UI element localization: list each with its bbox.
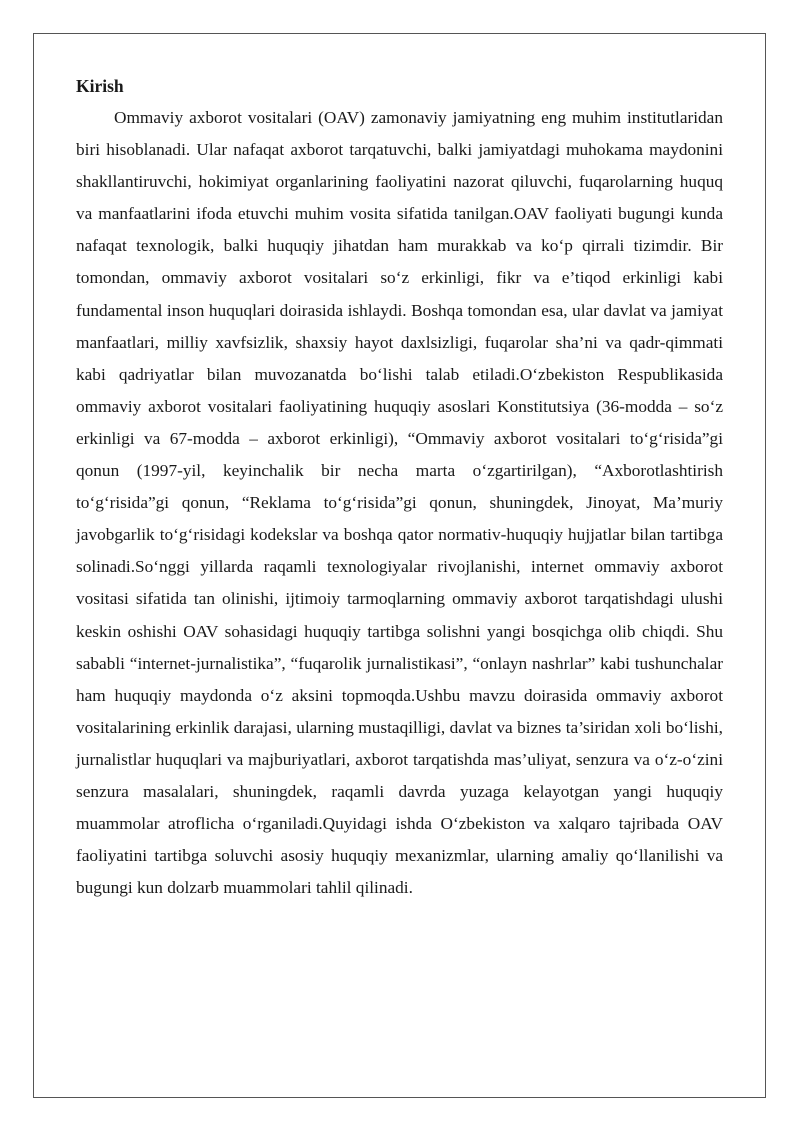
section-heading: Kirish bbox=[76, 76, 124, 96]
intro-paragraph: Ommaviy axborot vositalari (OAV) zamonaviy jamiyatning eng muhim institutlaridan biri hisoblanadi. Ular nafaqat axborot tarqatuvchi, balki jamiyatdagi muhokama maydonini shakllantiruvchi, hokimiyat organlarining faoliyatini nazorat qiluvchi, fuqarolarning huquq va manfaatlarini ifoda etuvchi muhim vosita sifatida tanilgan.OAV faoliyati bugungi kunda nafaqat texnologik, balki huquqiy jihatdan ham murakkab va ko‘p qirrali tizimdir. Bir tomondan, ommaviy axborot vositalari so‘z erkinligi, fikr va e’tiqod erkinligi kabi fundamental inson huquqlari doirasida ishlaydi. Boshqa tomondan esa, ular davlat va jamiyat manfaatlari, milliy xavfsizlik, shaxsiy hayot daxlsizligi, fuqarolar sha’ni va qadr-qimmati kabi qadriyatlar bilan muvozanatda bo‘lishi talab etiladi.O‘zbekiston Respublikasida ommaviy axborot vositalari faoliyatining huquqiy asoslari Konstitutsiya (36-modda – so‘z erkinligi va 67-modda – axborot erkinligi), “Ommaviy axborot vositalari to‘g‘risida”gi qonun (1997-yil, keyinchalik bir necha marta o‘zgartirilgan), “Axborotlashtirish to‘g‘risida”gi qonun, “Reklama to‘g‘risida”gi qonun, shuningdek, Jinoyat, Ma’muriy javobgarlik to‘g‘risidagi kodekslar va boshqa qator normativ-huquqiy hujjatlar bilan tartibga solinadi.So‘nggi yillarda raqamli texnologiyalar rivojlanishi, internet ommaviy axborot vositasi sifatida tan olinishi, ijtimoiy tarmoqlarning ommaviy axborot tarqatishdagi ulushi keskin oshishi OAV sohasidagi huquqiy tartibga solishni yangi bosqichga olib chiqdi. Shu sababli “internet-jurnalistika”, “fuqarolik jurnalistikasi”, “onlayn nashrlar” kabi tushunchalar ham huquqiy maydonda o‘z aksini topmoqda.Ushbu mavzu doirasida ommaviy axborot vositalarining erkinlik darajasi, ularning mustaqilligi, davlat va biznes ta’siridan xoli bo‘lishi, jurnalistlar huquqlari va majburiyatlari, axborot tarqatishda mas’uliyat, senzura va o‘z-o‘zini senzura masalalari, shuningdek, raqamli davrda yuzaga kelayotgan yangi huquqiy muammolar atroflicha o‘rganiladi.Quyidagi ishda O‘zbekiston va xalqaro tajribada OAV faoliyatini tartibga soluvchi asosiy huquqiy mexanizmlar, ularning amaliy qo‘llanilishi va bugungi kun dolzarb muammolari tahlil qilinadi. bbox=[76, 108, 723, 898]
document-body bbox=[76, 74, 723, 904]
